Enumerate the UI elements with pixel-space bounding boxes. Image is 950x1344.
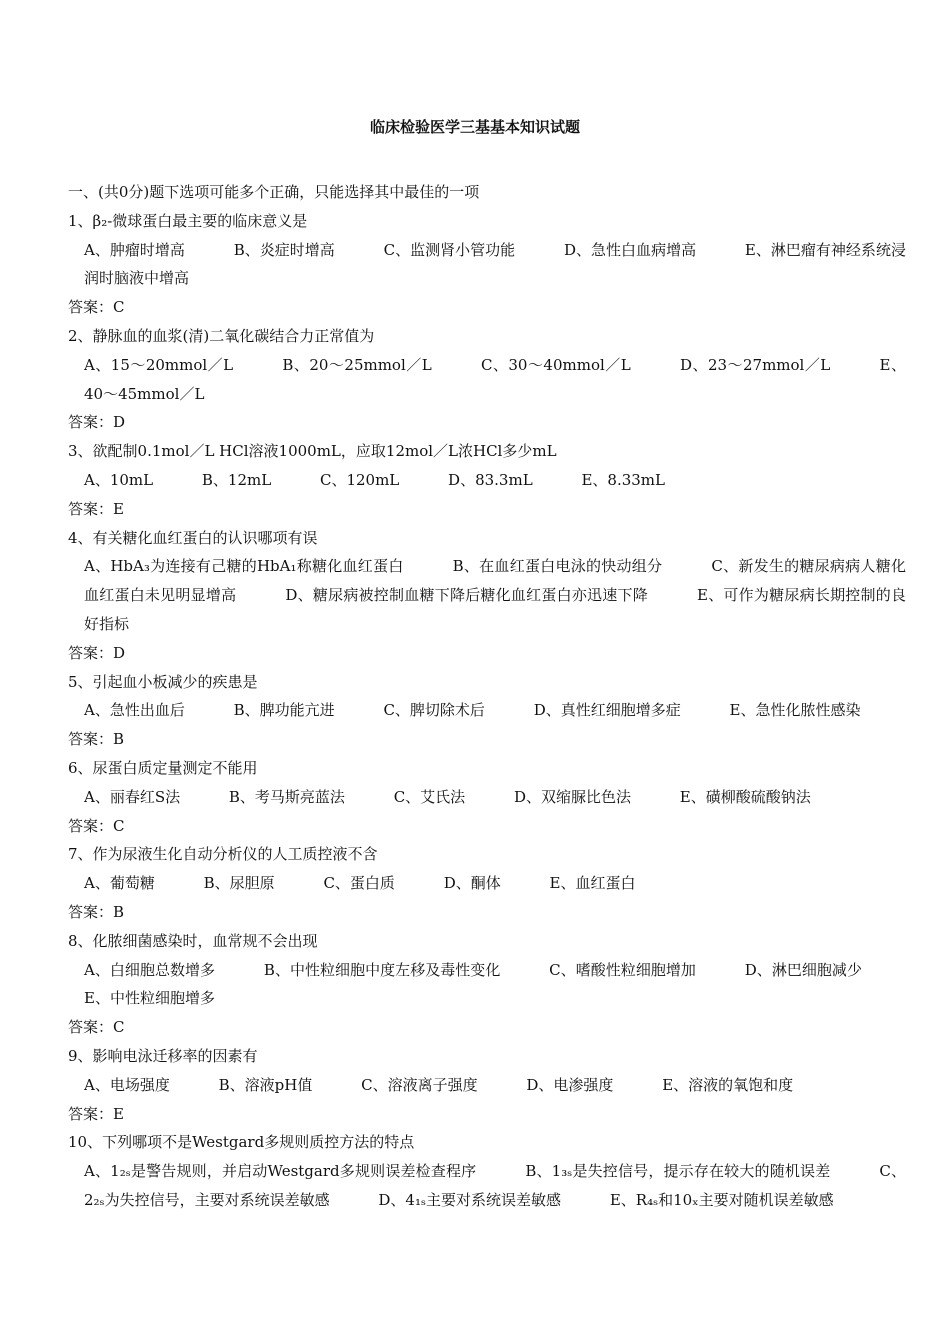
question-stem: 9、影响电泳迁移率的因素有 (68, 1046, 258, 1065)
question-options (68, 956, 906, 1014)
question-stem: 3、欲配制0.1mol／L HCl溶液1000mL，应取12mol／L浓HCl多少mL (68, 442, 557, 461)
option: A、10mL (84, 470, 154, 489)
option: C、新发生的糖尿病病人糖化血红蛋白未见明显增高 (84, 557, 906, 605)
option: C、蛋白质 (323, 874, 395, 893)
option: B、12mL (201, 470, 272, 489)
option: E、R₄ₛ和10ₓ主要对随机误差敏感 (609, 1190, 834, 1209)
option: A、急性出血后 (84, 701, 185, 720)
answer: 答案：C (68, 298, 125, 317)
question-stem: 5、引起血小板减少的疾患是 (68, 672, 258, 691)
question-stem: 7、作为尿液生化自动分析仪的人工质控液不含 (68, 845, 378, 864)
option: D、双缩脲比色法 (513, 787, 631, 806)
question-options (68, 466, 906, 495)
option: E、40～45mmol／L (84, 355, 906, 403)
option: B、20～25mmol／L (282, 355, 432, 374)
answer: 答案：C (68, 1018, 125, 1037)
question-options (68, 783, 906, 812)
option: C、脾切除术后 (383, 701, 485, 720)
option: D、4₁ₛ主要对系统误差敏感 (378, 1190, 562, 1209)
option: A、丽春红S法 (84, 787, 181, 806)
question-list (68, 178, 906, 1215)
option: D、酮体 (443, 874, 501, 893)
option: C、艾氏法 (393, 787, 466, 806)
option: A、葡萄糖 (84, 874, 155, 893)
option: E、可作为糖尿病长期控制的良好指标 (84, 586, 907, 633)
option: D、83.3mL (448, 470, 533, 489)
answer: 答案：D (68, 413, 126, 432)
option: C、溶液离子强度 (361, 1075, 478, 1094)
question-options (68, 351, 906, 409)
option: E、血红蛋白 (549, 874, 636, 893)
question-options (68, 236, 906, 294)
option: E、淋巴瘤有神经系统浸润时脑液中增高 (84, 240, 906, 288)
option: B、在血红蛋白电泳的快动组分 (452, 557, 663, 576)
question-options (68, 1157, 906, 1215)
option: E、溶液的氧饱和度 (662, 1075, 794, 1094)
option: A、HbA₃为连接有己糖的HbA₁称糖化血红蛋白 (84, 557, 404, 576)
answer: 答案：C (68, 816, 125, 835)
option: B、溶液pH值 (218, 1075, 313, 1094)
option: C、30～40mmol／L (480, 355, 631, 374)
option: A、白细胞总数增多 (84, 960, 216, 979)
option: D、真性红细胞增多症 (533, 701, 681, 720)
section-heading: 一、(共0分)题下选项可能多个正确，只能选择其中最佳的一项 (68, 183, 480, 201)
question-stem: 10、下列哪项不是Westgard多规则质控方法的特点 (68, 1133, 415, 1152)
option: B、考马斯亮蓝法 (228, 787, 345, 806)
option: D、23～27mmol／L (679, 355, 831, 374)
option: E、中性粒细胞增多 (84, 989, 215, 1008)
option: D、电渗强度 (526, 1075, 614, 1094)
question-stem: 8、化脓细菌感染时，血常规不会出现 (68, 931, 318, 950)
option: C、嗜酸性粒细胞增加 (549, 960, 696, 979)
option: B、尿胆原 (203, 874, 275, 893)
option: A、电场强度 (84, 1075, 170, 1094)
question-stem: 6、尿蛋白质定量测定不能用 (68, 758, 258, 777)
answer: 答案：B (68, 902, 125, 921)
option: E、8.33mL (581, 470, 665, 489)
answer: 答案：D (68, 643, 126, 662)
option: B、脾功能亢进 (233, 701, 335, 720)
option: C、2₂ₛ为失控信号，主要对系统误差敏感 (84, 1162, 907, 1209)
question-stem: 1、β₂-微球蛋白最主要的临床意义是 (68, 211, 308, 230)
option: D、急性白血病增高 (563, 240, 697, 259)
question-options (68, 552, 906, 638)
page-title: 临床检验医学三基基本知识试题 (369, 118, 580, 136)
answer: 答案：E (68, 1104, 124, 1123)
option: A、1₂ₛ是警告规则，并启动Westgard多规则误差检查程序 (84, 1162, 477, 1181)
option: C、120mL (319, 470, 400, 489)
option: B、炎症时增高 (233, 240, 335, 259)
question-options (68, 696, 906, 725)
option: C、监测肾小管功能 (383, 240, 516, 259)
option: A、肿瘤时增高 (84, 240, 185, 259)
question-stem: 4、有关糖化血红蛋白的认识哪项有误 (68, 528, 318, 547)
question-options (68, 869, 906, 898)
option: D、糖尿病被控制血糖下降后糖化血红蛋白亦迅速下降 (285, 586, 648, 605)
option: E、急性化脓性感染 (729, 701, 861, 720)
option: A、15～20mmol／L (84, 355, 234, 374)
option: B、1₃ₛ是失控信号，提示存在较大的随机误差 (525, 1162, 831, 1181)
answer: 答案：B (68, 730, 125, 749)
option: D、淋巴细胞减少 (744, 960, 862, 979)
question-stem: 2、静脉血的血浆(清)二氧化碳结合力正常值为 (68, 326, 375, 345)
option: B、中性粒细胞中度左移及毒性变化 (263, 960, 501, 979)
question-options (68, 1071, 906, 1100)
answer: 答案：E (68, 499, 124, 518)
option: E、磺柳酸硫酸钠法 (679, 787, 811, 806)
